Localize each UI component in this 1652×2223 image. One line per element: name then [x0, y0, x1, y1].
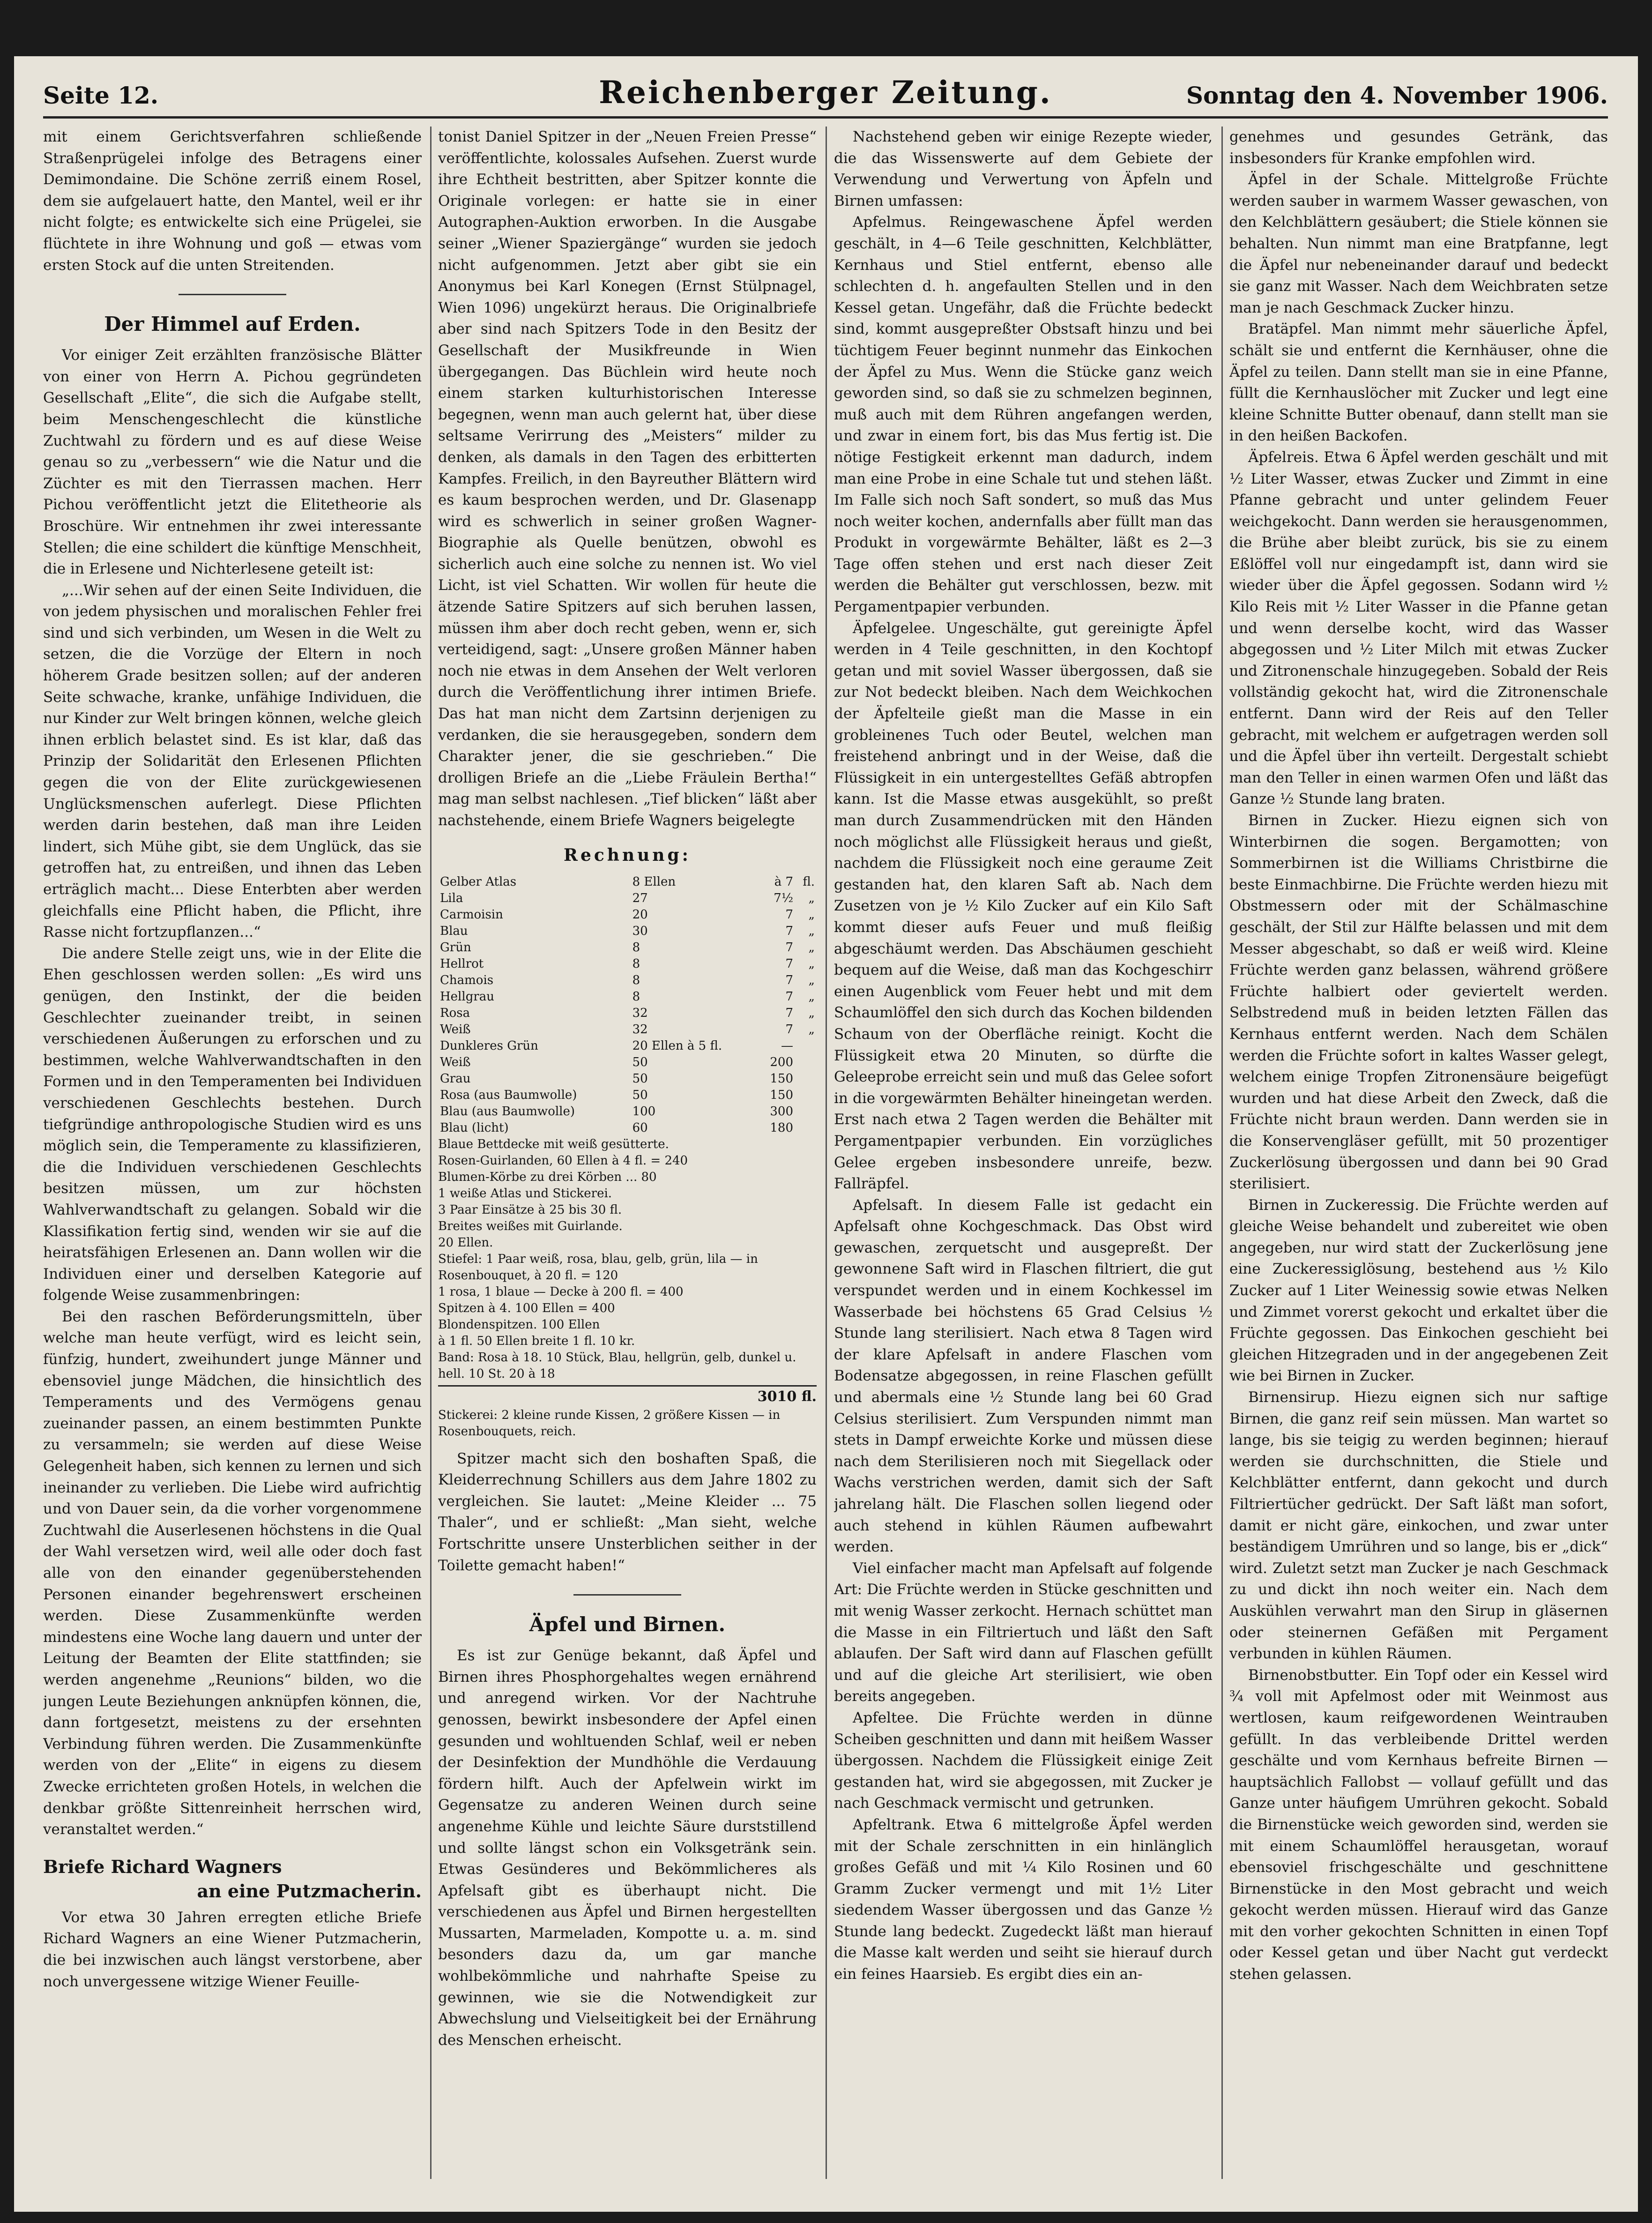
bill-row [438, 989, 817, 1005]
bill-cell: 150 [770, 1071, 794, 1086]
paragraph: mit einem Gerichtsverfahren schließende Straßenprügelei infolge des Betragens einer Demimondaine. Die Schöne zerriß einem Rosel, dem sie aufgelauert hatte, den Mantel, weil er ihr nicht folgte; es entwickelte sich eine Prügelei, sie flüchtete in ihre Wohnung und goß — etwas vom ersten Stock auf die unten Streitenden. [43, 128, 422, 274]
bill-row [438, 890, 817, 907]
paragraph: genehmes und gesundes Getränk, das insbesonders für Kranke empfohlen wird. [1229, 128, 1608, 167]
recipe-bratapfel: Bratäpfel. Man nimmt mehr säuerliche Äpfel, schält sie und entfernt die Kernhäuser, ohne die Äpfel zu teilen. Dann stellt man sie in eine Pfanne, füllt die Kernhauslöcher mit Zucker und legt eine kleine Schnitte Butter obenauf, dann stellt man sie in den heißen Backofen. [1229, 321, 1608, 445]
bill-cell: „ [808, 956, 815, 971]
bill-row [438, 956, 817, 972]
page-header [43, 69, 1608, 116]
bill-cell: Hellrot [440, 956, 484, 971]
paragraph: Nachstehend geben wir einige Rezepte wieder, die das Wissenswerte auf dem Gebiete der Verwendung und Verwertung von Äpfeln und Birnen umfassen: [834, 128, 1213, 209]
bill-line: 1 weiße Atlas und Stickerei. [438, 1186, 612, 1201]
bill-text [438, 1136, 817, 1382]
bill-line: 1 rosa, 1 blaue — Decke à 200 fl. = 400 [438, 1284, 684, 1299]
masthead: Reichenberger Zeitung. [599, 74, 1052, 111]
bill-cell: 32 [632, 1006, 648, 1020]
separator-rule [573, 1594, 681, 1596]
bill-cell: 7 [785, 989, 794, 1004]
bill-row [438, 1071, 817, 1087]
bill-cell: 8 Ellen [632, 874, 676, 889]
bill-row [438, 1038, 817, 1054]
bill-cell: 20 [632, 907, 648, 922]
bill-cell: Rosa (aus Baumwolle) [440, 1088, 577, 1102]
bill-cell: 7 [785, 956, 794, 971]
bill-row [438, 1087, 817, 1104]
bill-cell: 150 [770, 1088, 794, 1102]
bill-cell [795, 1054, 817, 1071]
bill-table [438, 874, 817, 1136]
bill-line: Blaue Bettdecke mit weiß gesütterte. [438, 1137, 669, 1151]
bill-cell: Hellgrau [440, 989, 495, 1004]
page-number: Seite 12. [43, 82, 159, 109]
header-rule [43, 116, 1608, 119]
recipe-apfelmus: Apfelmus. Reingewaschene Äpfel werden geschält, in 4—6 Teile geschnitten, Kelchblätter, Kernhaus und Stiel entfernt, ebenso alle schlechten d. h. angefaulten Stellen und in den Kessel getan. Ungefähr, daß die Früchte bedeckt sind, kommt ausgepreßter Obstsaft hinzu und bei tüchtigem Feuer beginnt nunmehr das Einkochen der Äpfel zu Mus. Wenn die Stücke ganz weich geworden sind, so daß sie zu schmelzen beginnen, muß auch mit dem Rühren angefangen werden, und zwar in einem fort, bis das Mus fertig ist. Die nötige Festigkeit erkennt man dadurch, indem man eine Probe in eine Schale tut und stehen läßt. Im Falle sich noch Saft sondert, so muß das Mus noch weiter kochen, andernfalls aber füllt man das Produkt in vorgewärmte Behälter, läßt es 2—3 Tage offen stehen und erst nach dieser Zeit werden die Behälter gut verschlossen, bezw. mit Pergamentpapier verbunden. [834, 214, 1213, 616]
bill-cell: „ [808, 1006, 815, 1020]
bill-cell: 7½ [774, 891, 794, 905]
bill-sum: 3010 fl. [438, 1385, 817, 1407]
bill-cell [795, 1104, 817, 1120]
paragraph: Spitzer macht sich den boshaften Spaß, die Kleiderrechnung Schillers aus dem Jahre 1802 zu vergleichen. Sie lautet: „Meine Kleider ... 75 Thaler“, und er schließt: „Man sieht, welche Fortschritte unsere Unsterblichen seither in der Toilette gemacht haben!“ [438, 1450, 817, 1574]
paragraph: tonist Daniel Spitzer in der „Neuen Freien Presse“ veröffentlichte, kolossales Aufsehen. Zuerst wurde ihre Echtheit bestritten, aber Spitzer konnte die Originale vorlegen: er hatte sie in einer Autographen-Auktion erworben. In die Ausgabe seiner „Wiener Spaziergänge“ wurden sie jedoch nicht aufgenommen. Jetzt aber gibt sie ein Anonymus bei Karl Konegen (Ernst Stülpnagel, Wien 1096) ungekürzt heraus. Die Originalbriefe aber sind nach Spitzers Tode in den Besitz der Gesellschaft der Musikfreunde in Wien übergegangen. Das Büchlein wird heute noch einem starken kulturhistorischen Interesse begegnen, wenn man auch gelernt hat, über diese seltsame Verirrung des „Meisters“ milder zu denken, als damals in den Tagen des erbitterten Kampfes. Freilich, in den Bayreuther Blättern wird es kaum besprochen werden, und Dr. Glasenapp wird es schwerlich in seiner großen Wagner-Biographie als Quelle benützen, obwohl es sicherlich auch eine solche zu nennen ist. Wo viel Licht, ist viel Schatten. Wir wollen für heute die ätzende Satire Spitzers auf sich beruhen lassen, müssen ihm aber doch recht geben, wenn er, sich verteidigend, sagt: „Unsere großen Männer haben noch nie etwas in dem Ansehen der Welt verloren durch die Veröffentlichung ihrer intimen Briefe. Das hat man nicht dem Zartsinn derjenigen zu verdanken, die sie herausgegeben, sondern dem Charakter jener, die sie geschrieben.“ Die drolligen Briefe an die „Liebe Fräulein Bertha!“ mag man selbst nachlesen. „Tief blicken“ läßt aber nachstehende, einem Briefe Wagners beigelegte [438, 128, 817, 829]
bill-cell: Weiß [440, 1022, 471, 1037]
recipe-apfelreis: Äpfelreis. Etwa 6 Äpfel werden geschält und mit ½ Liter Wasser, etwas Zucker und Zimmt in eine Pfanne gebracht und unter gelindem Feuer weichgekocht. Dann werden sie herausgenommen, die Brühe aber bleibt zurück, bis sie zu einem Eßlöffel voll nur eingedampft ist, dann wird sie wieder über die Äpfel gegossen. Sodann wird ½ Kilo Reis mit ½ Liter Wasser in die Pfanne getan und wenn derselbe kocht, wird das Wasser abgegossen und ½ Liter Milch mit etwas Zucker und Zitronenschale hinzugegeben. Sobald der Reis vollständig gekocht hat, wird die Zitronenschale entfernt. Dann wird der Reis auf den Teller gebracht, mit welchem er aufgetragen werden soll und die Äpfel über ihn verteilt. Dergestalt schiebt man den Teller in einen warmen Ofen und läßt das Ganze ½ Stunde lang braten. [1229, 448, 1608, 808]
bill-row [438, 1104, 817, 1120]
bill-line: Blumen-Körbe zu drei Körben ... 80 [438, 1170, 657, 1184]
paragraph: Vor einiger Zeit erzählten französische Blätter von einer von Herrn A. Pichou gegründeten Gesellschaft „Elite“, die sich die Aufgabe stellt, beim Menschengeschlecht die künstliche Zuchtwahl zu fördern und es auf diese Weise genau so zu „verbessern“ wie die Natur und die Züchter es mit den Tierrassen machen. Herr Pichou veröffentlicht jetzt die Elitetheorie als Broschüre. Wir entnehmen ihr zwei interessante Stellen; die eine schildert die künftige Menschheit, die in Erlesene und Nichterlesene geteilt ist: [43, 347, 422, 578]
recipe-apfeltrank: Apfeltrank. Etwa 6 mittelgroße Äpfel werden mit der Schale zerschnitten in ein hinlänglich großes Gefäß und mit ¼ Kilo Rosinen und 60 Gramm Zucker vermengt und mit 1½ Liter siedendem Wasser übergossen und das Ganze ½ Stunde lang bedeckt. Zugedeckt läßt man hierauf die Masse kalt werden und seiht sie hierauf durch ein feines Haarsieb. Es ergibt dies ein an- [834, 1816, 1213, 1983]
bill-cell [795, 1071, 817, 1087]
paragraph: „...Wir sehen auf der einen Seite Individuen, die von jedem physischen und moralischen Fehler frei sind und sich verbinden, um Wesen in die Welt zu setzen, die die Vorzüge der Eltern in noch höherem Grade besitzen sollen; auf der anderen Seite schwache, kranke, unfähige Individuen, die nur Kinder zur Welt bringen können, welche gleich ihnen erblich belastet sind. Es ist klar, daß das Prinzip der Solidarität den Erlesenen Pflichten gegen die von der Elite zurückgewiesenen Unglücksmenschen auferlegt. Diese Pflichten werden darin bestehen, daß man ihre Leiden lindert, sich Mühe gibt, sie dem Unglück, das sie getroffen hat, zu entreißen, und ihnen das Leben erträglich macht... Diese Enterbten aber werden gleichfalls eine Pflicht haben, die Pflicht, ihre Rasse nicht fortzupflanzen...“ [43, 582, 422, 941]
bill-cell: 32 [632, 1022, 648, 1037]
bill-cell: Weiß [440, 1055, 471, 1069]
paragraph: Die andere Stelle zeigt uns, wie in der Elite die Ehen geschlossen werden sollen: „Es wird uns genügen, den Instinkt, der die beiden Geschlechter zueinander treibt, in seinen verschiedenen Äußerungen zu erforschen und zu bestimmen, welche Wahlverwandtschaften in den Formen und in den Temperamenten bei Individuen verschiedenen Geschlechts bestehen. Durch tiefgründige anthropologische Studien wird es uns möglich sein, die Temperamente zu klassifizieren, die die Individuen verschiedenen Geschlechts besitzen müssen, um zur höchsten Wahlverwandtschaft zu gelangen. Sobald wir die Klassifikation fertig sind, wenden wir sie auf die heiratsfähigen Erlesenen an. Dann wollen wir die Individuen einer und derselben Kategorie auf folgende Weise zusammenbringen: [43, 945, 422, 1304]
column-rule [1221, 127, 1223, 2179]
bill-cell: 27 [632, 891, 648, 905]
bill-cell [795, 1120, 817, 1136]
bill-cell: 7 [785, 940, 794, 955]
bill-cell: 7 [785, 1006, 794, 1020]
bill-line: Spitzen à 4. 100 Ellen = 400 [438, 1301, 615, 1315]
bill-cell: „ [808, 907, 815, 922]
bill-row [438, 972, 817, 989]
paragraph: Es ist zur Genüge bekannt, daß Äpfel und Birnen ihres Phosphorgehaltes wegen ernährend und anregend wirken. Vor der Nachtruhe genossen, bewirkt insbesondere der Apfel einen gesunden und wohltuenden Schlaf, weil er neben der Desinfektion der Mundhöhle die Verdauung fördern hilft. Auch der Apfelwein wirkt im Gegensatze zu anderen Weinen durch seine angenehme Kühle und leichte Säure durststillend und sollte längst schon ein Volksgetränk sein. Etwas Gesünderes und Bekömmlicheres als Apfelsaft gibt es überhaupt nicht. Die verschiedenen aus Äpfel und Birnen hergestellten Mussarten, Marmeladen, Kompotte u. a. m. sind besonders dazu da, um gar manche wohlbekömmliche und nahrhafte Speise zu gewinnen, wie sie die Notwendigkeit zur Abwechslung und Vielseitigkeit bei der Ernährung des Menschen erheischt. [438, 1647, 817, 2049]
recipe-birnensirup: Birnensirup. Hiezu eignen sich nur saftige Birnen, die ganz reif sein müssen. Man wartet so lange, bis sie teigig zu werden beginnen; hierauf werden sie durchschnitten, die Stiele und Kelchblätter entfernt, dann gekocht und durch Filtriertücher gedrückt. Der Saft läßt man sofort, damit er nicht gäre, einkochen, und zwar unter beständigem Umrühren und so lange, bis er „dick“ wird. Zuletzt setzt man Zucker je nach Geschmack zu und dickt ihn noch weiter ein. Nach dem Auskühlen verwahrt man den Sirup in gläsernen oder steinernen Gefäßen mit Pergament verbunden in kühlen Räumen. [1229, 1389, 1608, 1663]
bill-cell: 60 [632, 1120, 648, 1135]
bill-row [438, 1005, 817, 1022]
bill-cell: Blau (aus Baumwolle) [440, 1104, 575, 1119]
bill-cell: 8 [632, 956, 640, 971]
bill-cell: 8 [632, 989, 640, 1004]
column-4 [1229, 127, 1608, 2179]
bill-line: Breites weißes mit Guirlande. [438, 1219, 623, 1233]
article-subtitle: an eine Putzmacherin. [197, 1880, 422, 1902]
bill-line: à 1 fl. 50 Ellen breite 1 fl. 10 kr. [438, 1334, 635, 1348]
paragraph: Bei den raschen Beförderungsmitteln, über welche man heute verfügt, wird es leicht sein, fünfzig, hundert, zweihundert junge Männer und ebensoviel junge Mädchen, die hinsichtlich des Temperaments und des Vermögens genau zueinander passen, an einem bestimmten Punkte zu versammeln; sie werden auf diese Weise Gelegenheit haben, sich kennen zu lernen und sich ineinander zu verlieben. Die Liebe wird aufrichtig und von Dauer sein, da die vorher vorgenommene Zuchtwahl die Auserlesenen höchstens in die Qual der Wahl versetzen wird, weil alle oder doch fast alle von den einander gegenüberstehenden Personen einander begehrenswert erscheinen werden. Diese Zusammenkünfte werden mindestens eine Woche lang dauern und unter der Leitung der Beamten der Elite stattfinden; sie werden angenehme „Reunions“ bilden, wo die jungen Leute Beziehungen anknüpfen können, die, dann fortgesetzt, meistens zu der ersehnten Verbindung führen werden. Die Zusammenkünfte werden von der „Elite“ in eigens zu diesem Zwecke errichteten großen Hotels, in welchen die denkbar größte Sittenreinheit herrschen wird, veranstaltet werden.“ [43, 1308, 422, 1838]
column-2 [438, 127, 817, 2179]
recipe-birnenobstbutter: Birnenobstbutter. Ein Topf oder ein Kessel wird ¾ voll mit Apfelmost oder mit Weinmost aus wertlosen, kaum reifgewordenen Weintrauben gefüllt. In das verbleibende Drittel werden geschälte und vom Kernhaus befreite Birnen — hauptsächlich Fallobst — vollauf gefüllt und das Ganze unter häufigem Umrühren gekocht. Sobald die Birnenstücke weich geworden sind, werden sie mit einem Schaumlöffel herausgetan, worauf ebensoviel frischgeschälte und geschnittene Birnenstücke in den Most gebracht und weich gekocht werden müssen. Hierauf wird das Ganze mit den vorher gekochten Schnitten in einen Topf oder Kessel getan und über Nacht gut verdeckt stehen gelassen. [1229, 1666, 1608, 1983]
bill-line: Band: Rosa à 18. 10 Stück, Blau, hellgrün, gelb, dunkel u. hell. 10 St. 20 à 18 [438, 1350, 796, 1381]
bill-line: 20 Ellen. [438, 1235, 493, 1250]
bill-cell: Gelber Atlas [440, 874, 517, 889]
bill-cell: 8 [632, 973, 640, 987]
bill-cell: „ [808, 891, 815, 905]
column-rule [430, 127, 432, 2179]
issue-date: Sonntag den 4. November 1906. [1186, 82, 1608, 109]
bill-cell: fl. [803, 874, 815, 889]
bill-cell: 7 [785, 1022, 794, 1037]
bill-cell: 50 [632, 1055, 648, 1069]
bill-cell: Grün [440, 940, 471, 955]
bill-cell: Carmoisin [440, 907, 503, 922]
bill-cell: 7 [785, 924, 794, 938]
bill-cell: 20 Ellen à 5 fl. [632, 1038, 722, 1053]
bill-cell: à 7 [774, 874, 794, 889]
bill-cell: „ [808, 973, 815, 987]
bill-row [438, 923, 817, 940]
bill-cell [795, 1038, 817, 1054]
newspaper-page [14, 56, 1638, 2212]
bill-line: Stiefel: 1 Paar weiß, rosa, blau, gelb, grün, lila — in Rosenbouquet, à 20 fl. = 120 [438, 1252, 758, 1283]
recipe-aepfelgelee: Äpfelgelee. Ungeschälte, gut gereinigte Äpfel werden in 4 Teile geschnitten, in den Kochtopf getan und mit soviel Wasser übergossen, daß sie zur Not bedeckt bleiben. Nach dem Weichkochen der Äpfelteile gießt man die Masse in ein grobleinenes Tuch oder Beutel, welchen man freistehend anbringt und in der Weise, daß die Flüssigkeit in ein untergestelltes Gefäß abtropfen kann. Ist die Masse etwas ausgekühlt, so preßt man durch Zusammendrücken mit den Händen noch möglichst alle Flüssigkeit heraus und gießt, nachdem die Flüssigkeit noch eine geraume Zeit gestanden hat, den klaren Saft ab. Nach dem Zusetzen von je ½ Kilo Zucker auf ein Kilo Saft kommt dieser aufs Feuer und muß fleißig abgeschäumt werden. Das Abschäumen geschieht bequem auf die Weise, daß man das Kochgeschirr einen Augenblick vom Feuer hebt und mit dem Schaumlöffel den sich durch das Kochen bildenden Schaum von der Oberfläche reinigt. Kocht die Flüssigkeit etwa 20 Minuten, so dürfte die Geleeprobe erreicht sein und muß das Gelee sofort in die vorgewärmten Behälter hineingetan werden. Erst nach etwa 2 Tagen werden die Behälter mit Pergamentpapier verbunden. Ein vorzügliches Gelee ergeben insbesondere unreife, bezw. Fallräpfel. [834, 619, 1213, 1193]
bill-cell: Rosa [440, 1006, 470, 1020]
bill-cell: Blau [440, 924, 468, 938]
separator-rule [179, 294, 286, 295]
bill-line: Blondenspitzen. 100 Ellen [438, 1317, 600, 1332]
bill-cell: Grau [440, 1071, 471, 1086]
bill-cell: 300 [770, 1104, 794, 1119]
recipe-aepfel-in-der-schale: Äpfel in der Schale. Mittelgroße Früchte werden sauber in warmem Wasser gewaschen, von den Kelchblättern gesäubert; die Stiele können sie behalten. Nun nimmt man eine Bratpfanne, legt die Äpfel nur nebeneinander darauf und bedeckt sie ganz mit Wasser. Nach dem Weichbraten setze man je nach Geschmack Zucker hinzu. [1229, 171, 1608, 316]
bill-cell: 200 [770, 1055, 794, 1069]
bill-cell [795, 1087, 817, 1104]
bill-line: Rosen-Guirlanden, 60 Ellen à 4 fl. = 240 [438, 1153, 688, 1168]
column-1 [43, 127, 422, 2179]
bill-row [438, 1120, 817, 1136]
bill-cell: Lila [440, 891, 463, 905]
recipe-apfelsaft: Apfelsaft. In diesem Falle ist gedacht ein Apfelsaft ohne Kochgeschmack. Das Obst wird gewaschen, zerquetscht und ausgepreßt. Der gewonnene Saft wird in Flaschen filtriert, die gut verspundet werden und in einem Kochkessel im Wasserbade bei höchstens 65 Grad Celsius ½ Stunde lang sterilisiert. Nach etwa 8 Tagen wird der klare Apfelsaft in andere Flaschen vom Bodensatze abgegossen, in reine Flaschen gefüllt und abermals eine ½ Stunde lang bei 60 Grad Celsius sterilisiert. Zum Verspunden nimmt man stets in Dampf erweichte Korke und müssen diese nach dem Sterilisieren noch mit Siegellack oder Wachs verstrichen werden, damit sich der Saft jahrelang hält. Die Flaschen sollen liegend oder auch stehend in kühlen Räumen aufbewahrt werden. [834, 1196, 1213, 1556]
column-rule [826, 127, 827, 2179]
bill-cell: — [781, 1038, 794, 1053]
recipe-apfeltee: Apfeltee. Die Früchte werden in dünne Scheiben geschnitten und dann mit heißem Wasser übergossen. Nachdem die Flüssigkeit einige Zeit gestanden hat, wird sie abgegossen, mit Zucker je nach Geschmack vermischt und getrunken. [834, 1709, 1213, 1812]
paragraph: Vor etwa 30 Jahren erregten etliche Briefe Richard Wagners an eine Wiener Putzmacherin, die bei inzwischen auch längst verstorbene, aber noch unvergessene witzige Wiener Feuille- [43, 1909, 422, 1990]
article-title: Briefe Richard Wagners [43, 1856, 282, 1877]
bill-row [438, 1022, 817, 1038]
bill-cell: 30 [632, 924, 648, 938]
recipe-birnen-in-zucker: Birnen in Zucker. Hiezu eignen sich von Winterbirnen die sogen. Bergamotten; von Sommerbirnen ist die Williams Christbirne die beste Einmachbirne. Die Früchte werden hiezu mit Obstmessern oder mit der Schälmaschine geschält, der Stil zur Hälfte belassen und mit dem Messer abgeschabt, so daß er weiß wird. Kleine Früchte werden ganz belassen, während größere Früchte halbiert oder geviertelt werden. Selbstredend muß in beiden letzten Fällen das Kernhaus entfernt werden. Nach dem Schälen werden die Früchte sofort in kaltes Wasser gelegt, welchem einige Tropfen Zitronensäure beigefügt wurden und hat diese Arbeit den Zweck, daß die Früchte nicht braun werden. Dann werden sie in die Konservengläser gefüllt, mit 50 prozentiger Zuckerlösung übergossen und dann bei 90 Grad sterilisiert. [1229, 812, 1608, 1193]
bill-line: 3 Paar Einsätze à 25 bis 30 fl. [438, 1202, 622, 1217]
article-title: Der Himmel auf Erden. [104, 313, 361, 336]
bill-cell: Chamois [440, 973, 494, 987]
bill-title: Rechnung: [564, 845, 691, 865]
bill-cell: 180 [770, 1120, 794, 1135]
bill-row [438, 907, 817, 923]
article-title: Äpfel und Birnen. [529, 1613, 726, 1636]
bill-cell: „ [808, 1022, 815, 1037]
bill-cell: 7 [785, 907, 794, 922]
bill-cell: 100 [632, 1104, 656, 1119]
bill-row [438, 1054, 817, 1071]
bill-cell: Dunkleres Grün [440, 1038, 538, 1053]
bill-cell: 50 [632, 1088, 648, 1102]
bill-cell: 50 [632, 1071, 648, 1086]
bill-after: Stickerei: 2 kleine runde Kissen, 2 größere Kissen — in Rosenbouquets, reich. [438, 1408, 781, 1439]
bill-row [438, 940, 817, 956]
bill-cell: Blau (licht) [440, 1120, 509, 1135]
paragraph: Viel einfacher macht man Apfelsaft auf folgende Art: Die Früchte werden in Stücke geschnitten und mit wenig Wasser zerkocht. Hernach schüttet man die Masse in ein Filtriertuch und läßt den Saft ablaufen. Der Saft wird dann auf Flaschen gefüllt und auf die gleiche Art sterilisiert, wie oben bereits angegeben. [834, 1559, 1213, 1705]
bill-cell: „ [808, 989, 815, 1004]
column-3 [834, 127, 1213, 2179]
bill-cell: 8 [632, 940, 640, 955]
bill-row [438, 874, 817, 890]
recipe-birnen-in-zuckeressig: Birnen in Zuckeressig. Die Früchte werden auf gleiche Weise behandelt und zubereitet wie oben angegeben, nur wird statt der Zuckerlösung jene eine Zuckeressiglösung, bestehend aus ½ Kilo Zucker auf 1 Liter Weinessig sowie etwas Nelken und Zimmet vorerst gekocht und erkaltet über die Früchte gegossen. Das Einkochen geschieht bei gleichen Hitzegraden und in der angegebenen Zeit wie bei Birnen in Zucker. [1229, 1196, 1608, 1385]
bill-cell: 7 [785, 973, 794, 987]
bill-cell: „ [808, 924, 815, 938]
bill-cell: „ [808, 940, 815, 955]
